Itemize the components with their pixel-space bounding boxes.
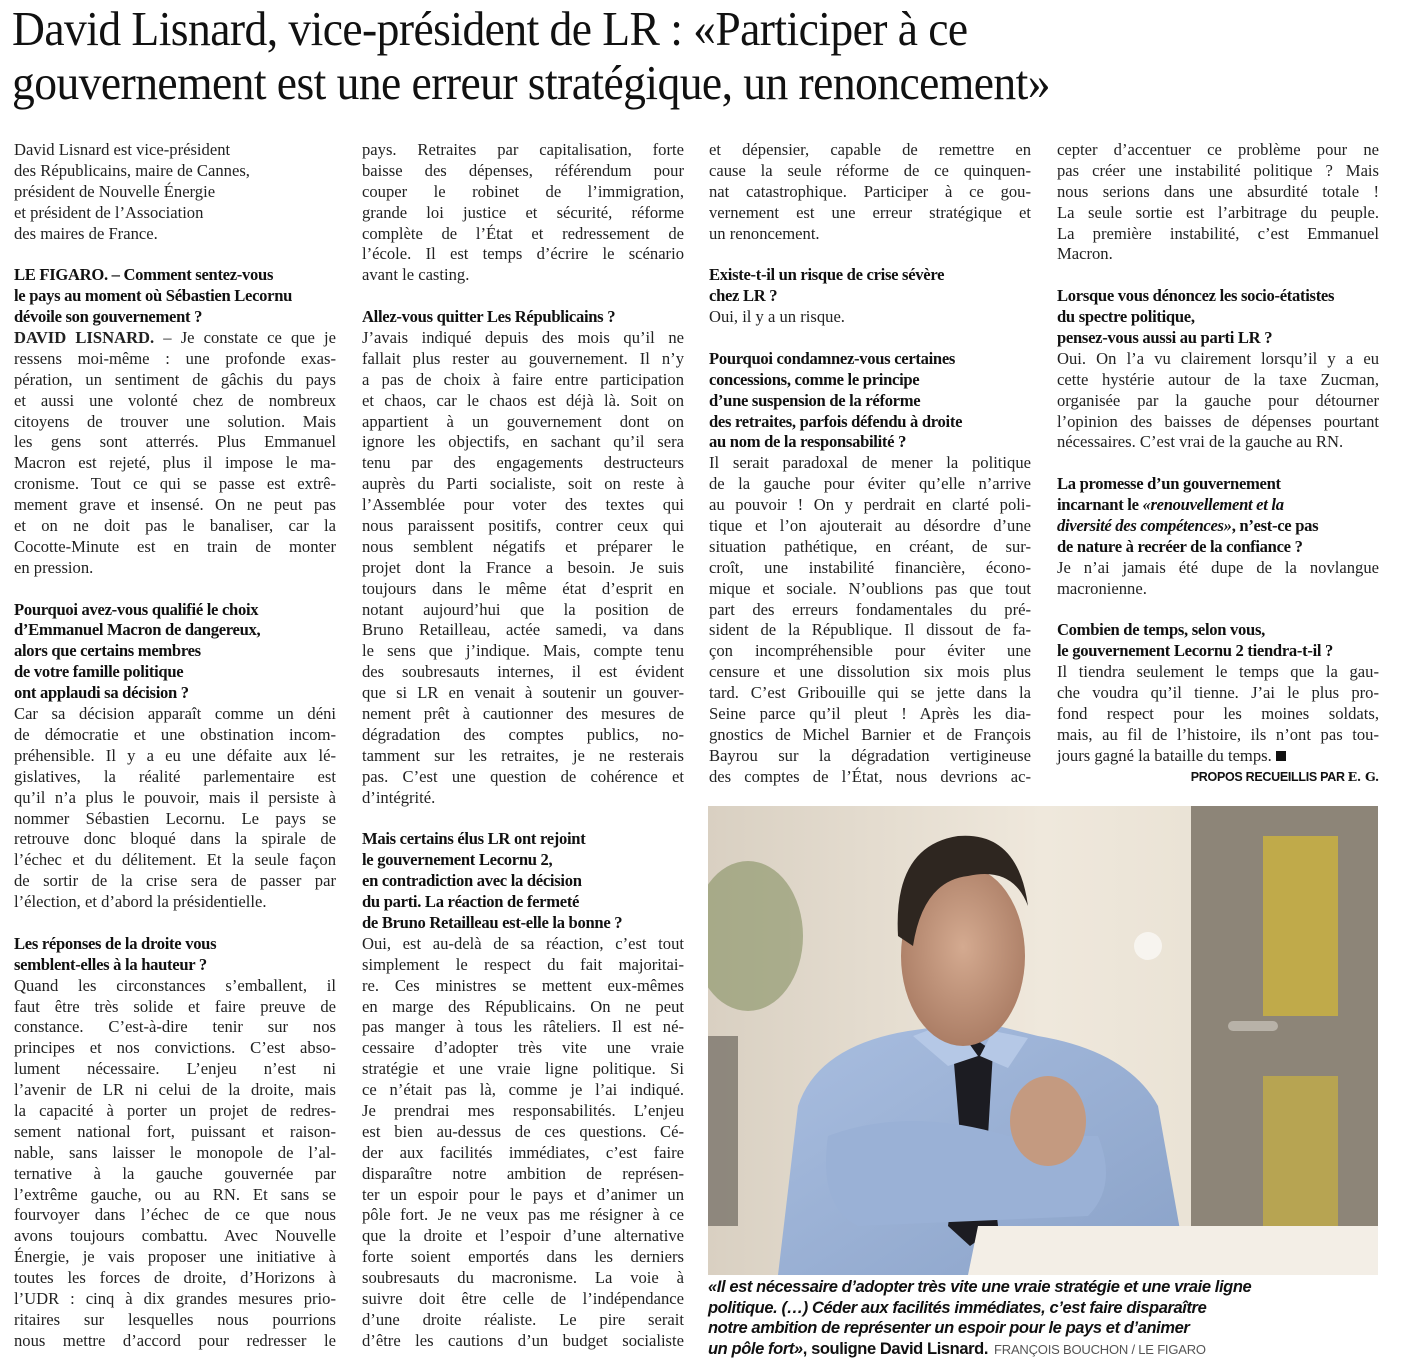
background-chair — [708, 1036, 738, 1226]
answer-line: suivre doit être celle de l’indépendance — [362, 1288, 684, 1308]
answer-line: tenu par des engagements destructeurs — [362, 453, 684, 473]
answer-line: complète de l’État et redressement de — [362, 223, 684, 243]
quoted-phrase: «renouvellement et la — [1142, 495, 1284, 515]
answer-line: tamment sur les retraites, je ne resterais — [362, 745, 684, 765]
answer-line: Cocotte-Minute est en train de monter — [14, 536, 336, 556]
answer-line: avant le casting. — [362, 265, 470, 285]
question-line: LE FIGARO. – Comment sentez-vous — [14, 265, 274, 285]
answer-line: des comptes de l’État, nous devrions ac- — [709, 766, 1031, 786]
answer-line: Seine parce qu’il pleut ! Après les dia- — [709, 704, 1031, 724]
answer-line: organisée par la gauche pour détourner — [1057, 390, 1379, 410]
question-line: d’Emmanuel Macron de dangereux, — [14, 620, 261, 640]
answer-line: en marge des Républicains. On ne peut — [362, 996, 684, 1016]
answer-line: La première instabilité, c’est Emmanuel — [1057, 223, 1379, 243]
answer-line: couper le robinet de l’immigration, — [362, 181, 684, 201]
answer-line: fourvoyer dans l’échec de ce que nous — [14, 1205, 336, 1225]
answer-line: faut être très solide et faire preuve de — [14, 996, 336, 1016]
paragraph-gap — [709, 244, 1031, 265]
answer-line: ce n’était pas là, comme je l’ai indiqué. — [362, 1080, 684, 1100]
byline-prefix: PROPOS RECUEILLIS PAR — [1190, 769, 1345, 784]
paragraph-gap — [14, 579, 336, 600]
answer-line: principes et nos convictions. C’est abso- — [14, 1038, 336, 1058]
question-text: , n’est-ce pas — [1231, 516, 1319, 536]
answer-line: stratégie et une vraie ligne politique. Si — [362, 1059, 684, 1079]
question-line: Mais certains élus LR ont rejoint — [362, 829, 586, 849]
answer-line: part des erreurs fondamentales du pré- — [709, 599, 1031, 619]
answer-line: ternative à la gauche gouvernée par — [14, 1163, 336, 1183]
question-line: concessions, comme le principe — [709, 369, 920, 389]
caption-line: notre ambition de représenter un espoir pour le pays et d’animer — [708, 1319, 1190, 1337]
answer-line: mique et sociale. N’oublions pas que tout — [709, 578, 1031, 598]
answer-line: disparaître notre ambition de représen- — [362, 1163, 684, 1183]
answer-line: simplement le respect du fait majoritai- — [362, 954, 684, 974]
question-line: Les réponses de la droite vous — [14, 933, 217, 953]
answer-line: des Républicains, maire de Cannes, — [14, 160, 250, 180]
answer-line: cepter d’accentuer ce problème pour ne — [1057, 140, 1379, 159]
answer-line: La seule sortie est l’arbitrage du peuple. — [1057, 202, 1379, 222]
question-line: alors que certains membres — [14, 641, 201, 661]
byline-initials: E. G. — [1347, 768, 1379, 784]
answer-line: der aux facilités immédiates, c’est faire — [362, 1142, 684, 1162]
answer-line: nécessaires. C’est vrai de la gauche au RN. — [1057, 432, 1344, 452]
question-line: de Bruno Retailleau est-elle la bonne ? — [362, 912, 623, 932]
answer-line: cronisme. Tout ce qui se passe est extrê- — [14, 474, 336, 494]
answer-line: projet dont la France a besoin. Je suis — [362, 557, 684, 577]
answer-line: Énergie, je vais proposer une initiative à — [14, 1247, 336, 1267]
answer-line: la capacité à porter un projet de redres- — [14, 1100, 336, 1120]
answer-line: ritaires sur lesquelles nous pourrions — [14, 1309, 336, 1329]
answer-line: l’opinion des baisses de dépenses pourtant — [1057, 411, 1379, 431]
question-line: en contradiction avec la décision — [362, 871, 582, 891]
answer-line: un renoncement. — [709, 223, 820, 243]
answer-line: Car sa décision apparaît comme un déni — [14, 704, 336, 724]
answer-line: auprès du Parti socialiste, soit on reste à — [362, 474, 684, 494]
answer-line: pas manger à tous les râteliers. Il est né- — [362, 1017, 684, 1037]
answer-line: fallait plus rester au gouvernement. Il n’y — [362, 348, 684, 368]
door-handle — [1228, 1021, 1278, 1031]
answer-line: pération, un sentiment de gâchis du pays — [14, 369, 336, 389]
caption-quote-end: un pôle fort» — [708, 1339, 803, 1358]
answer-line: re. Ces ministres se mettent eux-mêmes — [362, 975, 684, 995]
article-headline — [12, 2, 1314, 110]
answer-line: ressens moi-même : une profonde exas- — [14, 348, 336, 368]
answer-line: et dépensier, capable de remettre en — [709, 140, 1031, 159]
answer-line: censure et une dissolution six mois plus — [709, 662, 1031, 682]
question-line: au nom de la responsabilité ? — [709, 432, 907, 452]
answer-line: de démocratie et une obstination incom- — [14, 724, 336, 744]
answer-line: cause la seule réforme de ce quinquen- — [709, 160, 1031, 180]
headline-line: gouvernement est une erreur stratégique, un renoncement» — [12, 55, 1050, 110]
answer-line: l’échec et du délitement. Et la seule façon — [14, 850, 336, 870]
answer-line: pas créer une instabilité politique ? Mais — [1057, 160, 1379, 180]
answer-line: l’extrême gauche, ou au RN. Et sans se — [14, 1184, 336, 1204]
answer-line: Oui. On l’a vu clairement lorsqu’il y a eu — [1057, 348, 1379, 368]
caption-attribution: , souligne David Lisnard. — [802, 1339, 989, 1358]
question-line: du spectre politique, — [1057, 307, 1195, 327]
answer-line: che voudra qu’il tienne. J’ai le plus pro- — [1057, 683, 1379, 703]
question-line — [1057, 495, 1379, 516]
wall-light — [1134, 932, 1162, 960]
answer-line: ignore les objectifs, en sachant qu’il sera — [362, 432, 684, 452]
answer-line: de sortir de la crise sera de passer par — [14, 871, 336, 891]
answer-line: situation pathétique, en créant, de sur- — [709, 536, 1031, 556]
answer-line: que si LR en venait à soutenir un gouver- — [362, 683, 684, 703]
answer-line: cessaire d’adopter très vite une vraie — [362, 1038, 684, 1058]
answer-line: de la gauche pour éviter qu’elle n’arrive — [709, 474, 1031, 494]
answer-line: au pouvoir ! On y perdrait en clarté poli- — [709, 495, 1031, 515]
question-line: Pourquoi avez-vous qualifié le choix — [14, 599, 259, 619]
answer-line: l’avenir de LR ni celui de la droite, mais — [14, 1080, 336, 1100]
answer-line: Bayrou sur la dégradation vertigineuse — [709, 745, 1031, 765]
answer-line: nement prêt à cautionner des mesures de — [362, 704, 684, 724]
end-of-article-icon — [1276, 751, 1286, 761]
answer-line: forte soient emportés dans les derniers — [362, 1247, 684, 1267]
answer-line: çon incompréhensible pour éviter une — [709, 641, 1031, 661]
answer-line: mement grave et insensé. On ne peut pas — [14, 495, 336, 515]
answer-line: et chaos, car le chaos est déjà là. Soit on — [362, 390, 684, 410]
answer-line: tard. C’est Gribouille qui se jette dans la — [709, 683, 1031, 703]
question-line: de nature à recréer de la confiance ? — [1057, 536, 1303, 556]
portrait-photo — [708, 806, 1378, 1275]
answer-line: qu’il n’a plus le pouvoir, mais il persiste à — [14, 787, 336, 807]
answer-line: nommer Sébastien Lecornu. Le pays se — [14, 808, 336, 828]
answer-line: mais, au fil de l’histoire, ils n’ont pas tou- — [1057, 724, 1379, 744]
answer-line: l’Assemblée pour voter des textes qui — [362, 495, 684, 515]
paragraph-gap — [14, 244, 336, 265]
question-text: incarnant le — [1057, 495, 1143, 515]
answer-line: nous semblent négatifs et préparer le — [362, 536, 684, 556]
answer-line: pays. Retraites par capitalisation, forte — [362, 140, 684, 159]
answer-line: que la droite et l’espoir d’une alternative — [362, 1226, 684, 1246]
answer-line: retrouve donc bloqué dans la spirale de — [14, 829, 336, 849]
answer-line: notant aujourd’hui que la position de — [362, 599, 684, 619]
answer-line: nous mettre d’accord pour redresser le — [14, 1330, 336, 1350]
answer-line: Macron est rejeté, plus il impose le ma- — [14, 453, 336, 473]
question-line: Existe-t-il un risque de crise sévère — [709, 265, 945, 285]
question-line: La promesse d’un gouvernement — [1057, 474, 1281, 494]
answer-line: et aussi une volonté chez de nombreux — [14, 390, 336, 410]
answer-line: citoyens de trouver une solution. Mais — [14, 411, 336, 431]
answer-line: et président de l’Association — [14, 202, 204, 222]
photo-credit: FRANÇOIS BOUCHON / LE FIGARO — [994, 1341, 1206, 1357]
answer-line: lument nécessaire. L’enjeu n’est ni — [14, 1059, 336, 1079]
answer-line: est bien au-dessus de ces questions. Cé- — [362, 1121, 684, 1141]
answer-line: Bruno Retailleau, actée samedi, va dans — [362, 620, 684, 640]
question-line: le pays au moment où Sébastien Lecornu — [14, 286, 293, 306]
answer-text: – Je constate ce que je — [154, 328, 336, 348]
paragraph-gap — [1057, 600, 1379, 621]
answer-text: jours gagné la bataille du temps. — [1057, 745, 1272, 765]
question-line — [1057, 516, 1379, 537]
question-line: de votre famille politique — [14, 662, 184, 682]
answer-line: appartient à un gouvernement dont on — [362, 411, 684, 431]
answer-line: cette hystérie autour de la taxe Zucman, — [1057, 369, 1379, 389]
answer-line: Oui, est au-delà de sa réaction, c’est tout — [362, 933, 684, 953]
answer-line: fond respect pour les moines soldats, — [1057, 704, 1379, 724]
paragraph-gap — [1057, 265, 1379, 286]
answer-line: préhensible. Il y a eu une défaite aux lé- — [14, 745, 336, 765]
paragraph-gap — [362, 809, 684, 830]
question-line: d’une suspension de la réforme — [709, 390, 921, 410]
caption-line: «Il est nécessaire d’adopter très vite une vraie stratégie et une vraie ligne — [708, 1278, 1252, 1296]
question-line: des retraites, parfois défendu à droite — [709, 411, 963, 431]
question-line: le gouvernement Lecornu 2, — [362, 850, 553, 870]
answer-line: Je prendrai mes responsabilités. L’enjeu — [362, 1100, 684, 1120]
quoted-phrase: diversité des compétences» — [1057, 516, 1232, 536]
article-column-1 — [14, 140, 336, 1352]
answer-line: David Lisnard est vice-président — [14, 140, 231, 159]
question-line: ont applaudi sa décision ? — [14, 683, 189, 703]
answer-line: sement national fort, puissant et raison- — [14, 1121, 336, 1141]
door-glass-top — [1263, 836, 1338, 1016]
answer-line: Il tiendra seulement le temps que la gau- — [1057, 662, 1379, 682]
photo-caption — [708, 1277, 1408, 1360]
answer-line: gnostics de Michel Barnier et de François — [709, 724, 1031, 744]
desk-papers — [968, 1226, 1378, 1275]
answer-line: l’école. Il est temps d’écrire le scénario — [362, 244, 684, 264]
question-line: Lorsque vous dénoncez les socio-étatistes — [1057, 286, 1335, 306]
answer-line: et on ne doit pas le banaliser, car la — [14, 516, 336, 536]
answer-line: baisse des dépenses, référendum pour — [362, 160, 684, 180]
answer-line: Quand les circonstances s’emballent, il — [14, 975, 336, 995]
answer-line: ter un espoir pour le pays et d’animer un — [362, 1184, 684, 1204]
paragraph-gap — [362, 286, 684, 307]
answer-line: toutes les forces de droite, d’Horizons à — [14, 1268, 336, 1288]
answer-line: d’une droite réaliste. Le pire serait — [362, 1309, 684, 1329]
answer-line-final — [1057, 746, 1379, 767]
answer-line: Oui, il y a un risque. — [709, 307, 845, 327]
answer-line: l’élection, et d’abord la présidentielle. — [14, 892, 267, 912]
answer-line: d’intégrité. — [362, 787, 436, 807]
caption-line: politique. (…) Céder aux facilités immédiates, c’est faire disparaître — [708, 1298, 1207, 1317]
question-line: pensez-vous aussi au parti LR ? — [1057, 328, 1273, 348]
speaker-label: DAVID LISNARD. — [14, 328, 155, 348]
headline-line: David Lisnard, vice-président de LR : «Participer à ce — [12, 1, 968, 56]
article-column-4 — [1057, 140, 1379, 788]
answer-line: J’avais indiqué depuis des mois qu’il ne — [362, 328, 684, 348]
question-line: Pourquoi condamnez-vous certaines — [709, 348, 956, 368]
question-line: du parti. La réaction de fermeté — [362, 892, 580, 912]
article-column-3 — [709, 140, 1031, 788]
answer-line: tique et l’on ajouterait au désordre d’une — [709, 516, 1031, 536]
caption-line-last — [708, 1339, 1408, 1361]
answer-line: nous paraissent positifs, contrer ceux qui — [362, 516, 684, 536]
answer-line: président de Nouvelle Énergie — [14, 181, 216, 201]
paragraph-gap — [14, 913, 336, 934]
answer-line: pas. C’est une question de cohérence et — [362, 766, 684, 786]
answer-line: les gens sont atterrés. Plus Emmanuel — [14, 432, 336, 452]
answer-line: d’être les cautions d’un budget socialiste — [362, 1330, 684, 1350]
answer-line: macronienne. — [1057, 578, 1147, 598]
answer-line: sident de la République. Il dissout de fa- — [709, 620, 1031, 640]
fist — [1010, 1076, 1086, 1166]
byline — [1057, 767, 1379, 788]
answer-line: gislatives, la réalité parlementaire est — [14, 766, 336, 786]
answer-line: des maires de France. — [14, 223, 158, 243]
answer-line-lead — [14, 328, 336, 349]
answer-line: le sens que j’indique. Mais, compte tenu — [362, 641, 684, 661]
answer-line: grande loi justice et sécurité, réforme — [362, 202, 684, 222]
answer-line: constance. C’est-à-dire tenir sur nos — [14, 1017, 336, 1037]
answer-line: des soubresauts internes, il est évident — [362, 662, 684, 682]
answer-line: en pression. — [14, 557, 94, 577]
answer-line: nat catastrophique. Participer à ce gou- — [709, 181, 1031, 201]
question-line: semblent-elles à la hauteur ? — [14, 954, 207, 974]
question-line: chez LR ? — [709, 286, 778, 306]
answer-line: vernement est une erreur stratégique et — [709, 202, 1031, 222]
portrait-illustration — [708, 806, 1378, 1275]
answer-line: nous serions dans une absurdité totale ! — [1057, 181, 1379, 201]
question-line: dévoile son gouvernement ? — [14, 307, 203, 327]
answer-line: soubresauts du macronisme. La voie à — [362, 1268, 684, 1288]
question-line: Combien de temps, selon vous, — [1057, 620, 1265, 640]
answer-line: Macron. — [1057, 244, 1113, 264]
answer-line: dégradation des comptes publics, no- — [362, 724, 684, 744]
answer-line: a pas de choix à faire entre participation — [362, 369, 684, 389]
paragraph-gap — [1057, 453, 1379, 474]
answer-line: Je n’ai jamais été dupe de la novlangue — [1057, 557, 1379, 577]
answer-line: croît, une instabilité financière, écono- — [709, 557, 1031, 577]
answer-line: toujours dans le même état d’esprit en — [362, 578, 684, 598]
answer-line: nable, sans laisser le monopole de l’al- — [14, 1142, 336, 1162]
answer-line: avons toujours combattu. Avec Nouvelle — [14, 1226, 336, 1246]
answer-line: Il serait paradoxal de mener la politique — [709, 453, 1031, 473]
paragraph-gap — [709, 328, 1031, 349]
article-column-2 — [362, 140, 684, 1352]
question-line: le gouvernement Lecornu 2 tiendra-t-il ? — [1057, 641, 1334, 661]
answer-line: l’UDR : cinq à dix grandes mesures prio- — [14, 1288, 336, 1308]
door-glass-bottom — [1263, 1076, 1338, 1246]
answer-line: pôle fort. Je ne veux pas me résigner à ce — [362, 1205, 684, 1225]
question-line: Allez-vous quitter Les Républicains ? — [362, 307, 616, 327]
